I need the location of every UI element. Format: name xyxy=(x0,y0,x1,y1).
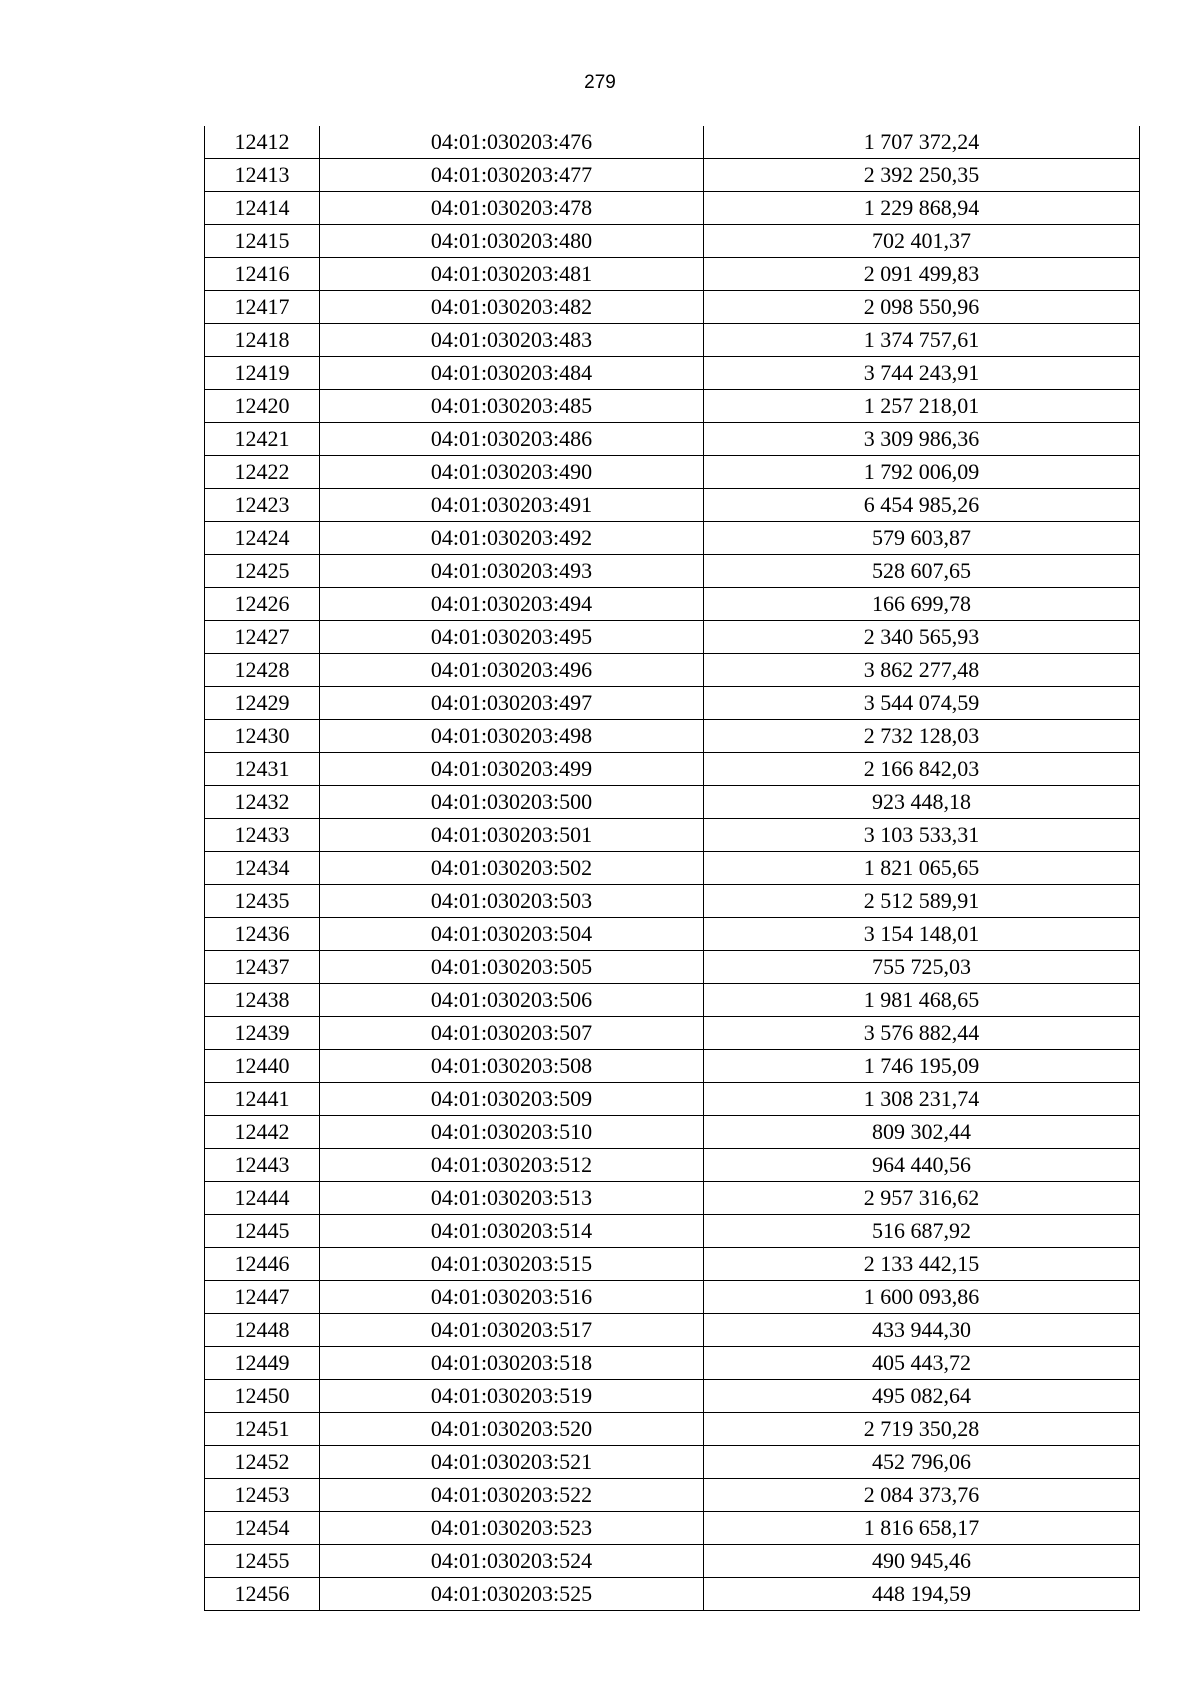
table-row xyxy=(205,192,1140,225)
row-number-cell: 12415 xyxy=(205,225,320,258)
table-row xyxy=(205,654,1140,687)
cadastral-number-cell: 04:01:030203:513 xyxy=(320,1182,704,1215)
cadastral-number-cell: 04:01:030203:510 xyxy=(320,1116,704,1149)
table-row xyxy=(205,819,1140,852)
cadastral-table xyxy=(204,126,1139,1611)
cadastral-number-cell: 04:01:030203:481 xyxy=(320,258,704,291)
cadastral-number-cell: 04:01:030203:485 xyxy=(320,390,704,423)
value-cell: 3 103 533,31 xyxy=(704,819,1140,852)
value-cell: 2 098 550,96 xyxy=(704,291,1140,324)
cadastral-number-cell: 04:01:030203:486 xyxy=(320,423,704,456)
table-row xyxy=(205,357,1140,390)
cadastral-number-cell: 04:01:030203:499 xyxy=(320,753,704,786)
cadastral-number-cell: 04:01:030203:500 xyxy=(320,786,704,819)
table-row xyxy=(205,1149,1140,1182)
cadastral-number-cell: 04:01:030203:492 xyxy=(320,522,704,555)
row-number-cell: 12446 xyxy=(205,1248,320,1281)
table-body xyxy=(205,126,1140,1611)
cadastral-number-cell: 04:01:030203:525 xyxy=(320,1578,704,1611)
row-number-cell: 12417 xyxy=(205,291,320,324)
row-number-cell: 12430 xyxy=(205,720,320,753)
table-row xyxy=(205,1050,1140,1083)
row-number-cell: 12426 xyxy=(205,588,320,621)
row-number-cell: 12448 xyxy=(205,1314,320,1347)
row-number-cell: 12414 xyxy=(205,192,320,225)
value-cell: 433 944,30 xyxy=(704,1314,1140,1347)
table-row xyxy=(205,258,1140,291)
value-cell: 6 454 985,26 xyxy=(704,489,1140,522)
row-number-cell: 12412 xyxy=(205,126,320,159)
table-row xyxy=(205,621,1140,654)
value-cell: 1 816 658,17 xyxy=(704,1512,1140,1545)
cadastral-number-cell: 04:01:030203:493 xyxy=(320,555,704,588)
cadastral-number-cell: 04:01:030203:520 xyxy=(320,1413,704,1446)
table-row xyxy=(205,1281,1140,1314)
value-cell: 2 084 373,76 xyxy=(704,1479,1140,1512)
value-cell: 2 340 565,93 xyxy=(704,621,1140,654)
cadastral-number-cell: 04:01:030203:508 xyxy=(320,1050,704,1083)
value-cell: 2 133 442,15 xyxy=(704,1248,1140,1281)
cadastral-number-cell: 04:01:030203:516 xyxy=(320,1281,704,1314)
value-cell: 490 945,46 xyxy=(704,1545,1140,1578)
row-number-cell: 12438 xyxy=(205,984,320,1017)
cadastral-number-cell: 04:01:030203:524 xyxy=(320,1545,704,1578)
cadastral-number-cell: 04:01:030203:521 xyxy=(320,1446,704,1479)
cadastral-number-cell: 04:01:030203:484 xyxy=(320,357,704,390)
row-number-cell: 12444 xyxy=(205,1182,320,1215)
value-cell: 2 719 350,28 xyxy=(704,1413,1140,1446)
table-row xyxy=(205,324,1140,357)
table-row xyxy=(205,489,1140,522)
value-cell: 702 401,37 xyxy=(704,225,1140,258)
cadastral-number-cell: 04:01:030203:498 xyxy=(320,720,704,753)
cadastral-number-cell: 04:01:030203:476 xyxy=(320,126,704,159)
table-row xyxy=(205,1116,1140,1149)
row-number-cell: 12418 xyxy=(205,324,320,357)
row-number-cell: 12454 xyxy=(205,1512,320,1545)
cadastral-number-cell: 04:01:030203:482 xyxy=(320,291,704,324)
row-number-cell: 12445 xyxy=(205,1215,320,1248)
row-number-cell: 12449 xyxy=(205,1347,320,1380)
row-number-cell: 12424 xyxy=(205,522,320,555)
cadastral-number-cell: 04:01:030203:507 xyxy=(320,1017,704,1050)
row-number-cell: 12435 xyxy=(205,885,320,918)
row-number-cell: 12440 xyxy=(205,1050,320,1083)
value-cell: 3 576 882,44 xyxy=(704,1017,1140,1050)
value-cell: 1 981 468,65 xyxy=(704,984,1140,1017)
table-row xyxy=(205,225,1140,258)
data-table xyxy=(204,126,1140,1611)
table-row xyxy=(205,588,1140,621)
row-number-cell: 12422 xyxy=(205,456,320,489)
value-cell: 1 308 231,74 xyxy=(704,1083,1140,1116)
row-number-cell: 12452 xyxy=(205,1446,320,1479)
row-number-cell: 12443 xyxy=(205,1149,320,1182)
table-row xyxy=(205,1017,1140,1050)
table-row xyxy=(205,1380,1140,1413)
value-cell: 3 862 277,48 xyxy=(704,654,1140,687)
row-number-cell: 12432 xyxy=(205,786,320,819)
row-number-cell: 12421 xyxy=(205,423,320,456)
value-cell: 809 302,44 xyxy=(704,1116,1140,1149)
table-row xyxy=(205,291,1140,324)
table-row xyxy=(205,1578,1140,1611)
cadastral-number-cell: 04:01:030203:480 xyxy=(320,225,704,258)
table-row xyxy=(205,555,1140,588)
row-number-cell: 12416 xyxy=(205,258,320,291)
table-row xyxy=(205,885,1140,918)
value-cell: 1 374 757,61 xyxy=(704,324,1140,357)
table-row xyxy=(205,951,1140,984)
value-cell: 516 687,92 xyxy=(704,1215,1140,1248)
row-number-cell: 12451 xyxy=(205,1413,320,1446)
cadastral-number-cell: 04:01:030203:512 xyxy=(320,1149,704,1182)
table-row xyxy=(205,522,1140,555)
cadastral-number-cell: 04:01:030203:514 xyxy=(320,1215,704,1248)
value-cell: 579 603,87 xyxy=(704,522,1140,555)
value-cell: 964 440,56 xyxy=(704,1149,1140,1182)
table-row xyxy=(205,1182,1140,1215)
row-number-cell: 12419 xyxy=(205,357,320,390)
value-cell: 3 544 074,59 xyxy=(704,687,1140,720)
cadastral-number-cell: 04:01:030203:477 xyxy=(320,159,704,192)
value-cell: 1 257 218,01 xyxy=(704,390,1140,423)
row-number-cell: 12434 xyxy=(205,852,320,885)
cadastral-number-cell: 04:01:030203:491 xyxy=(320,489,704,522)
cadastral-number-cell: 04:01:030203:523 xyxy=(320,1512,704,1545)
row-number-cell: 12441 xyxy=(205,1083,320,1116)
row-number-cell: 12455 xyxy=(205,1545,320,1578)
value-cell: 1 229 868,94 xyxy=(704,192,1140,225)
cadastral-number-cell: 04:01:030203:503 xyxy=(320,885,704,918)
value-cell: 528 607,65 xyxy=(704,555,1140,588)
cadastral-number-cell: 04:01:030203:509 xyxy=(320,1083,704,1116)
table-row xyxy=(205,1479,1140,1512)
table-row xyxy=(205,1545,1140,1578)
table-row xyxy=(205,918,1140,951)
value-cell: 2 732 128,03 xyxy=(704,720,1140,753)
row-number-cell: 12433 xyxy=(205,819,320,852)
row-number-cell: 12427 xyxy=(205,621,320,654)
cadastral-number-cell: 04:01:030203:495 xyxy=(320,621,704,654)
value-cell: 448 194,59 xyxy=(704,1578,1140,1611)
row-number-cell: 12450 xyxy=(205,1380,320,1413)
cadastral-number-cell: 04:01:030203:478 xyxy=(320,192,704,225)
row-number-cell: 12423 xyxy=(205,489,320,522)
table-row xyxy=(205,1413,1140,1446)
value-cell: 1 792 006,09 xyxy=(704,456,1140,489)
table-row xyxy=(205,1314,1140,1347)
row-number-cell: 12442 xyxy=(205,1116,320,1149)
value-cell: 2 392 250,35 xyxy=(704,159,1140,192)
cadastral-number-cell: 04:01:030203:501 xyxy=(320,819,704,852)
value-cell: 166 699,78 xyxy=(704,588,1140,621)
value-cell: 1 746 195,09 xyxy=(704,1050,1140,1083)
row-number-cell: 12413 xyxy=(205,159,320,192)
value-cell: 405 443,72 xyxy=(704,1347,1140,1380)
value-cell: 3 744 243,91 xyxy=(704,357,1140,390)
cadastral-number-cell: 04:01:030203:517 xyxy=(320,1314,704,1347)
value-cell: 2 512 589,91 xyxy=(704,885,1140,918)
row-number-cell: 12420 xyxy=(205,390,320,423)
cadastral-number-cell: 04:01:030203:502 xyxy=(320,852,704,885)
cadastral-number-cell: 04:01:030203:496 xyxy=(320,654,704,687)
table-row xyxy=(205,753,1140,786)
cadastral-number-cell: 04:01:030203:504 xyxy=(320,918,704,951)
table-row xyxy=(205,852,1140,885)
table-row xyxy=(205,687,1140,720)
value-cell: 1 707 372,24 xyxy=(704,126,1140,159)
value-cell: 452 796,06 xyxy=(704,1446,1140,1479)
value-cell: 755 725,03 xyxy=(704,951,1140,984)
row-number-cell: 12447 xyxy=(205,1281,320,1314)
cadastral-number-cell: 04:01:030203:506 xyxy=(320,984,704,1017)
row-number-cell: 12431 xyxy=(205,753,320,786)
row-number-cell: 12428 xyxy=(205,654,320,687)
value-cell: 2 166 842,03 xyxy=(704,753,1140,786)
table-row xyxy=(205,390,1140,423)
cadastral-number-cell: 04:01:030203:483 xyxy=(320,324,704,357)
page-number: 279 xyxy=(584,72,616,93)
row-number-cell: 12439 xyxy=(205,1017,320,1050)
table-row xyxy=(205,159,1140,192)
cadastral-number-cell: 04:01:030203:515 xyxy=(320,1248,704,1281)
cadastral-number-cell: 04:01:030203:497 xyxy=(320,687,704,720)
table-row xyxy=(205,423,1140,456)
value-cell: 1 600 093,86 xyxy=(704,1281,1140,1314)
cadastral-number-cell: 04:01:030203:494 xyxy=(320,588,704,621)
value-cell: 1 821 065,65 xyxy=(704,852,1140,885)
value-cell: 923 448,18 xyxy=(704,786,1140,819)
value-cell: 3 309 986,36 xyxy=(704,423,1140,456)
value-cell: 495 082,64 xyxy=(704,1380,1140,1413)
cadastral-number-cell: 04:01:030203:522 xyxy=(320,1479,704,1512)
table-row xyxy=(205,126,1140,159)
value-cell: 2 957 316,62 xyxy=(704,1182,1140,1215)
row-number-cell: 12436 xyxy=(205,918,320,951)
cadastral-number-cell: 04:01:030203:490 xyxy=(320,456,704,489)
cadastral-number-cell: 04:01:030203:518 xyxy=(320,1347,704,1380)
table-row xyxy=(205,786,1140,819)
table-row xyxy=(205,1347,1140,1380)
row-number-cell: 12453 xyxy=(205,1479,320,1512)
table-row xyxy=(205,984,1140,1017)
value-cell: 2 091 499,83 xyxy=(704,258,1140,291)
table-row xyxy=(205,720,1140,753)
table-row xyxy=(205,1446,1140,1479)
table-row xyxy=(205,1512,1140,1545)
row-number-cell: 12429 xyxy=(205,687,320,720)
cadastral-number-cell: 04:01:030203:519 xyxy=(320,1380,704,1413)
table-row xyxy=(205,1083,1140,1116)
table-row xyxy=(205,456,1140,489)
row-number-cell: 12437 xyxy=(205,951,320,984)
row-number-cell: 12425 xyxy=(205,555,320,588)
value-cell: 3 154 148,01 xyxy=(704,918,1140,951)
table-row xyxy=(205,1215,1140,1248)
table-row xyxy=(205,1248,1140,1281)
cadastral-number-cell: 04:01:030203:505 xyxy=(320,951,704,984)
row-number-cell: 12456 xyxy=(205,1578,320,1611)
